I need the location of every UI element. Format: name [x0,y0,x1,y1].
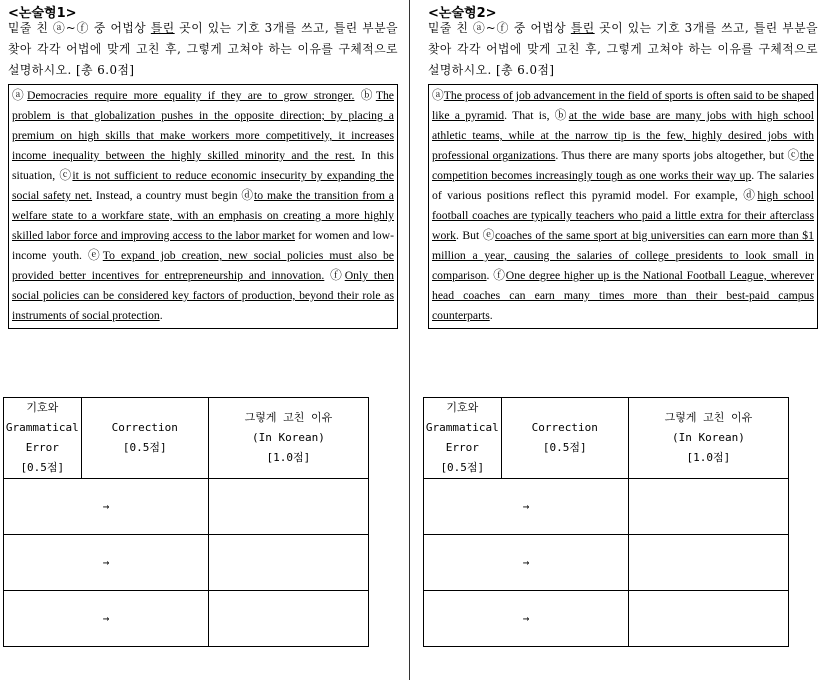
underlined-passage-segment: the competition becomes increasingly tough as one works their way up [432,149,814,182]
header-grammatical-error: 기호와 Grammatical Error [0.5점] [424,398,502,479]
passage-segment: . [489,309,493,322]
underlined-passage-segment: Only then social policies can be considered key factors of production, beyond their role as instruments of social protection [12,269,395,322]
passage-segment: ⓑ [554,109,569,122]
passage-segment: . That is, [504,109,555,122]
answer-cell-error-correction[interactable] [424,591,629,647]
underlined-passage-segment: The process of job advancement in the field of sports is often said to be shaped like a pyramid [432,89,814,122]
arrow-icon: → [102,556,110,569]
passage-segment: . [486,269,494,282]
answer-table-header [4,398,369,479]
underlined-passage-segment: coaches of the same sport at big universities can earn more than $1 million a year, causing the salaries of college presidents to look small in comparison [432,229,814,282]
answer-row [4,535,369,591]
answer-cell-error-correction[interactable] [4,591,209,647]
passage-box [8,84,398,329]
answer-table [423,397,789,647]
answer-cell-reason[interactable] [208,479,368,535]
passage-segment: . But [456,229,483,242]
passage-segment: Instead, a country must begin [92,189,242,202]
passage-segment: for women and low-income youth. [12,229,394,262]
passage-segment: ⓔ [482,229,495,242]
underlined-passage-segment: high school football coaches are typically teachers who paid a little extra for their afterclass work [432,189,814,242]
answer-cell-reason[interactable] [208,535,368,591]
underlined-passage-segment: it is not sufficient to reduce economic insecurity by expanding the social safety net. [12,169,394,202]
arrow-icon: → [522,556,530,569]
passage-segment: ⓒ [787,149,800,162]
column-divider [409,0,410,680]
header-reason: 그렇게 고친 이유 (In Korean) [1.0점] [628,398,788,479]
passage-segment: . The salaries of various positions reflect this pyramid model. For example, [432,169,814,202]
underlined-passage-segment: The problem is that globalization pushes in the opposite direction; by placing a premium on high skills that make workers more competitively, it increases income inequality between the highly skilled minority and the rest. [12,89,394,162]
answer-cell-error-correction[interactable] [4,535,209,591]
question-instruction: 밑줄 친 ⓐ~ⓕ 중 어법상 틀린 곳이 있는 기호 3개를 쓰고, 틀린 부분을 찾아 각각 어법에 맞게 고친 후, 그렇게 고쳐야 하는 이유를 구체적으로 설명하시오. [총 6.0점] [8,21,398,77]
answer-cell-reason[interactable] [628,479,788,535]
underlined-passage-segment: One degree higher up is the National Football League, wherever head coaches can earn many times more than their best-paid campus counterparts [432,269,814,322]
passage-box [428,84,818,329]
arrow-icon: → [102,612,110,625]
answer-table [3,397,369,647]
underlined-passage-segment: To expand job creation, new social policies must also be provided better incentives for entrepreneurship and innovation. [12,249,394,282]
passage-segment: ⓑ [360,89,376,102]
passage-segment: ⓐ [12,89,28,102]
passage-segment: ⓓ [743,189,758,202]
passage-segment: ⓕ [330,269,345,282]
answer-cell-error-correction[interactable] [424,479,629,535]
passage-segment: ⓕ [493,269,506,282]
arrow-icon: → [522,500,530,513]
passage-segment: . [159,309,163,322]
underlined-passage-segment: at the wide base are many jobs with high school athletic teams, while at the narrow tip is the few, highly desired jobs with professional organizations [432,109,814,162]
answer-cell-error-correction[interactable] [424,535,629,591]
answer-row [424,591,789,647]
question-instruction: 밑줄 친 ⓐ~ⓕ 중 어법상 틀린 곳이 있는 기호 3개를 쓰고, 틀린 부분을 찾아 각각 어법에 맞게 고친 후, 그렇게 고쳐야 하는 이유를 구체적으로 설명하시오. [총 6.0점] [428,21,818,77]
passage-segment: . Thus there are many sports jobs altogether, but [555,149,788,162]
underlined-passage-segment: Democracies require more equality if they are to grow stronger. [27,89,355,102]
underlined-passage-segment: to make the transition from a welfare state to a workfare state, with an emphasis on creating a more highly skilled labor force and improving access to the labor market [12,189,394,242]
question-1 [5,0,398,625]
question-title: <논술형2> [428,6,497,21]
passage-segment: ⓐ [432,89,444,102]
answer-row [4,479,369,535]
header-correction: Correction [0.5점] [81,398,208,479]
answer-cell-reason[interactable] [208,591,368,647]
answer-cell-reason[interactable] [628,591,788,647]
question-title: <논술형1> [8,6,77,21]
answer-table-header [424,398,789,479]
header-correction: Correction [0.5점] [501,398,628,479]
answer-row [4,591,369,647]
answer-cell-error-correction[interactable] [4,479,209,535]
arrow-icon: → [522,612,530,625]
passage-segment: ⓒ [59,169,73,182]
passage-segment: In this situation, [12,149,394,182]
question-2 [425,0,818,625]
answer-row [424,479,789,535]
answer-cell-reason[interactable] [628,535,788,591]
passage-segment: ⓓ [241,189,255,202]
passage-segment: ⓔ [87,249,103,262]
header-reason: 그렇게 고친 이유 (In Korean) [1.0점] [208,398,368,479]
answer-row [424,535,789,591]
arrow-icon: → [102,500,110,513]
header-grammatical-error: 기호와 Grammatical Error [0.5점] [4,398,82,479]
